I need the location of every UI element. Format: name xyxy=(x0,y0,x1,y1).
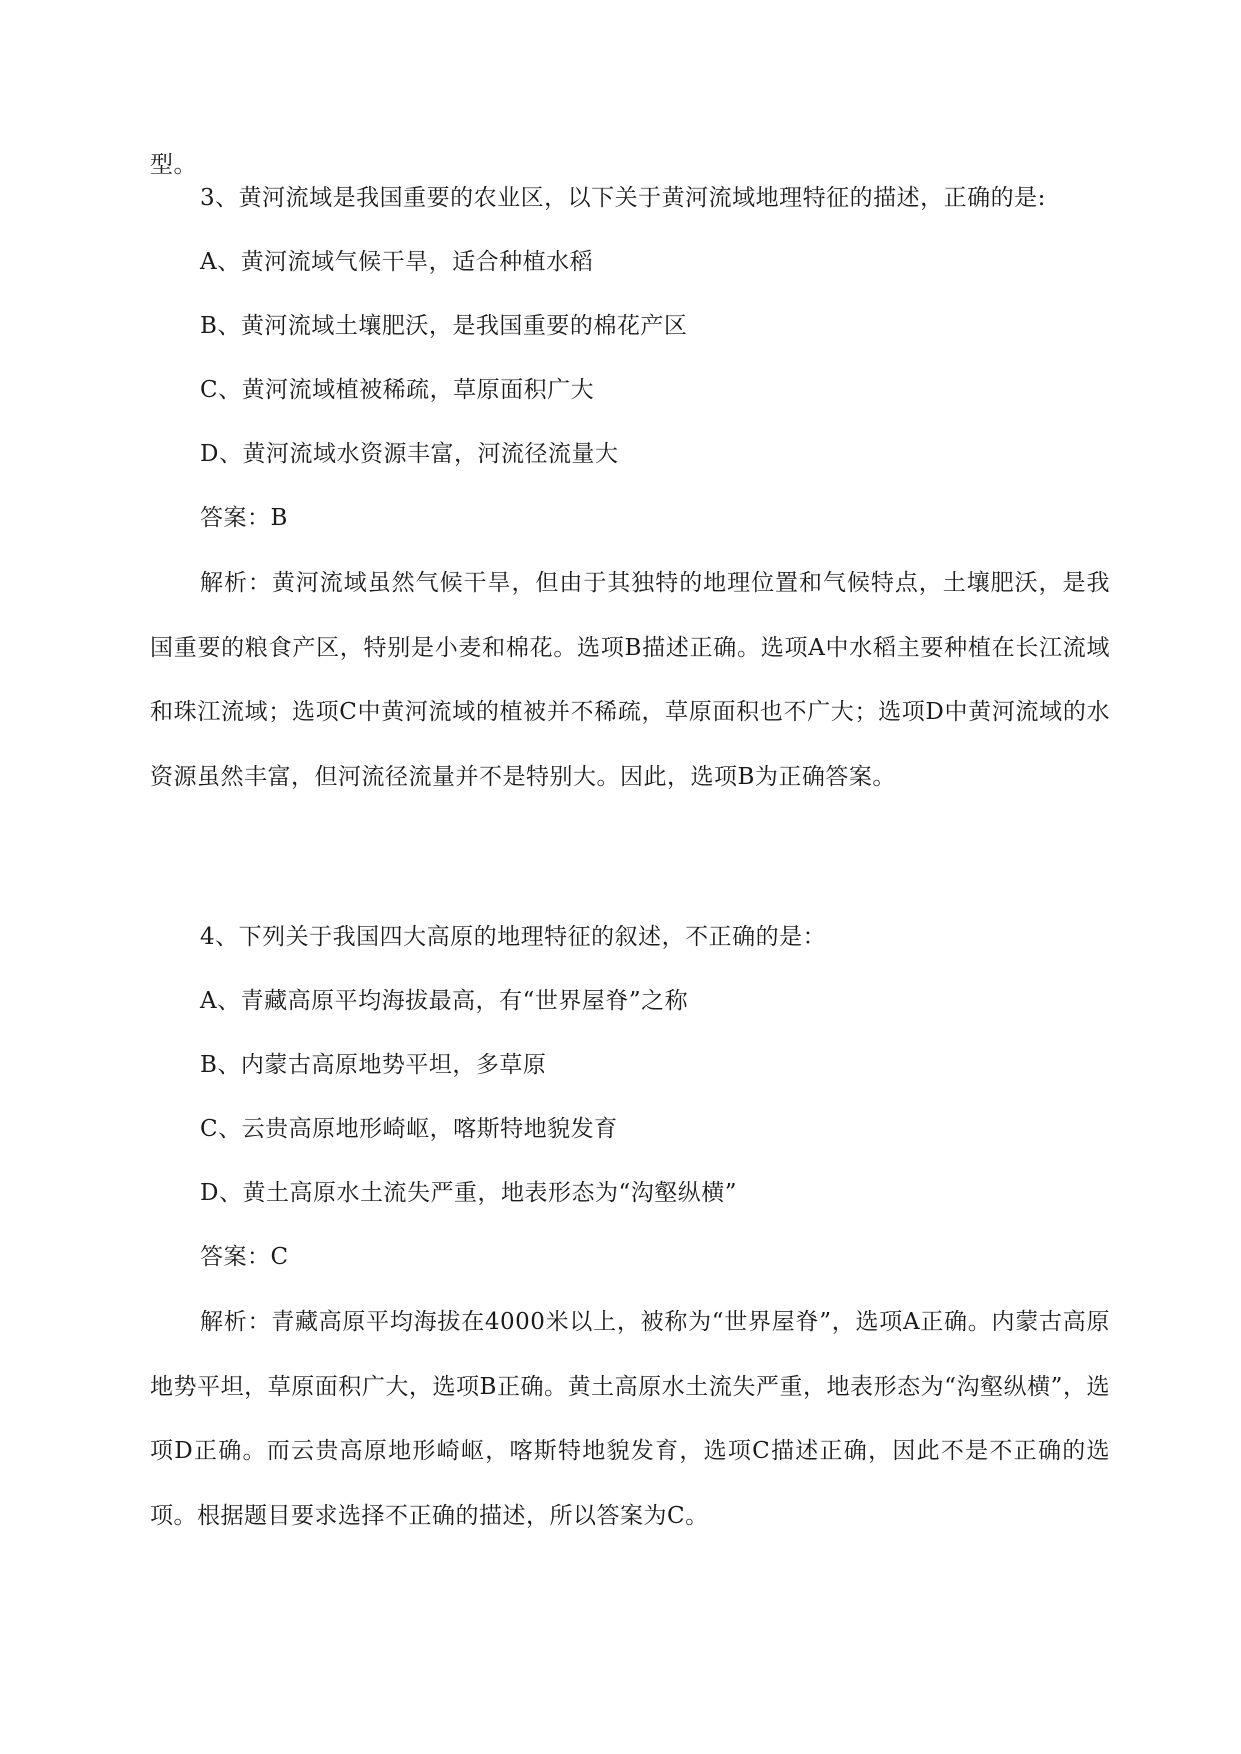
question-3-option-d: D、黄河流域水资源丰富，河流径流量大 xyxy=(200,441,619,467)
question-3-option-a: A、黄河流域气候干旱，适合种植水稻 xyxy=(200,249,594,275)
question-4-option-c: C、云贵高原地形崎岖，喀斯特地貌发育 xyxy=(200,1116,618,1142)
question-4-stem: 4、下列关于我国四大高原的地理特征的叙述，不正确的是： xyxy=(200,924,827,950)
question-4-option-a: A、青藏高原平均海拔最高，有“世界屋脊”之称 xyxy=(200,988,689,1014)
question-3-stem: 3、黄河流域是我国重要的农业区，以下关于黄河流域地理特征的描述，正确的是: xyxy=(200,185,1046,211)
question-3-option-c: C、黄河流域植被稀疏，草原面积广大 xyxy=(200,377,595,403)
question-4-analysis: 解析：青藏高原平均海拔在4000米以上，被称为“世界屋脊”，选项A正确。内蒙古高原地势平坦，草原面积广大，选项B正确。黄土高原水土流失严重，地表形态为“沟壑纵横”，选项D正确。而云贵高原地形崎岖，喀斯特地貌发育，选项C描述正确，因此不是不正确的选项。根据题目要求选择不正确的描述，所以答案为C。 xyxy=(150,1309,1110,1529)
question-4-answer: 答案：C xyxy=(200,1244,289,1270)
question-4-option-b: B、内蒙古高原地势平坦，多草原 xyxy=(200,1052,547,1078)
question-4-option-d: D、黄土高原水土流失严重，地表形态为“沟壑纵横” xyxy=(200,1180,737,1206)
question-3-option-b: B、黄河流域土壤肥沃，是我国重要的棉花产区 xyxy=(200,313,688,339)
question-3-answer: 答案：B xyxy=(200,505,288,531)
continuation-text: 型。 xyxy=(150,152,197,178)
question-3-analysis: 解析：黄河流域虽然气候干旱，但由于其独特的地理位置和气候特点，土壤肥沃，是我国重要的粮食产区，特别是小麦和棉花。选项B描述正确。选项A中水稻主要种植在长江流域和珠江流域；选项C中黄河流域的植被并不稀疏，草原面积也不广大；选项D中黄河流域的水资源虽然丰富，但河流径流量并不是特别大。因此，选项B为正确答案。 xyxy=(150,570,1110,790)
